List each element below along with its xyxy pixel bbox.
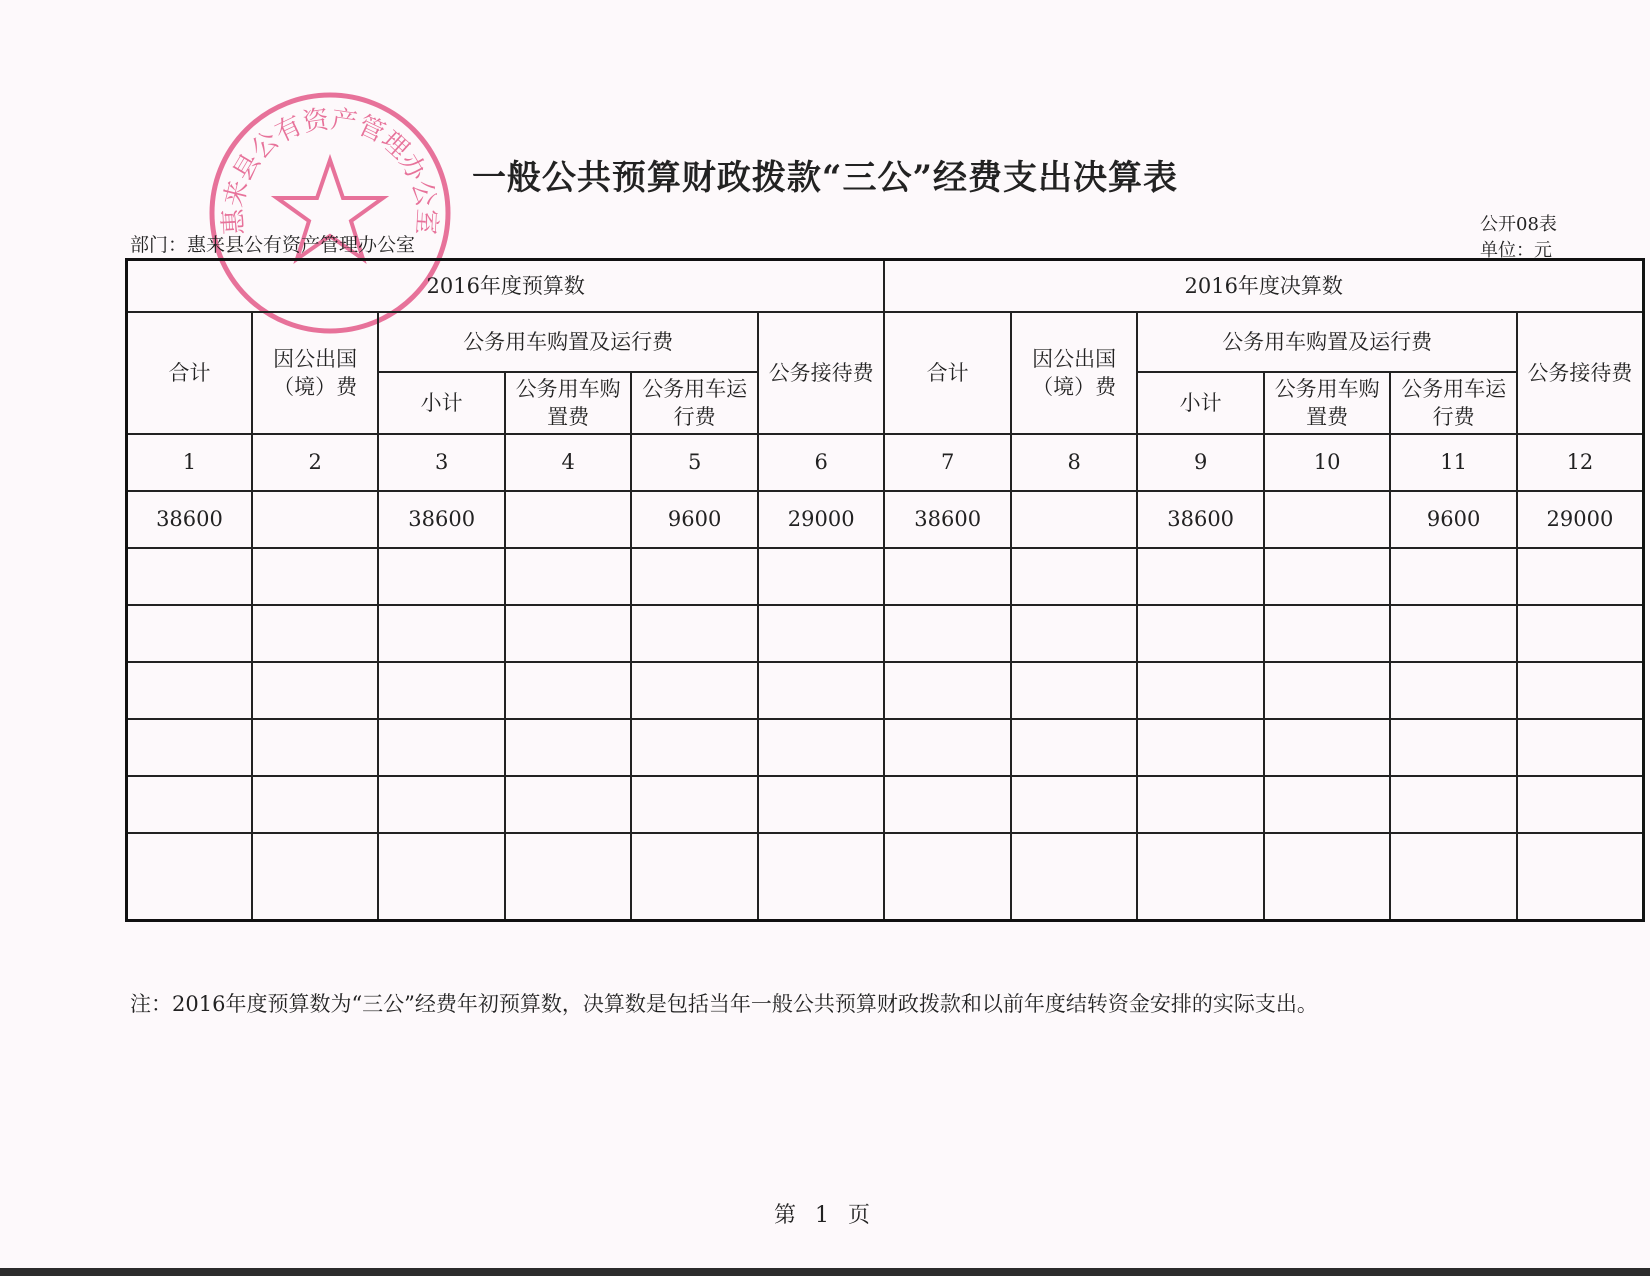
budget-reception-header: 公务接待费 [758,312,885,434]
budget-subtotal-header: 小计 [378,372,504,434]
footnote: 注：2016年度预算数为“三公”经费年初预算数，决算数是包括当年一般公共预算财政拨款和以前年度结转资金安排的实际支出。 [130,992,1318,1016]
table-cell [252,491,378,548]
table-cell: 9600 [631,491,757,548]
table-cell: 38600 [1137,491,1263,548]
actual-travel-header: 因公出国（境）费 [1011,312,1137,434]
svg-text:惠来县公有资产管理办公室: 惠来县公有资产管理办公室 [218,104,442,236]
table-cell [1011,491,1137,548]
table-cell: 38600 [127,491,252,548]
column-number: 8 [1011,434,1137,491]
column-number-row [127,434,1644,491]
table-row [127,491,1644,548]
table-cell: 9600 [1390,491,1516,548]
group-header-row [127,260,1644,312]
form-code: 公开08表 [1480,214,1557,235]
empty-table-row [127,719,1644,776]
form-meta [1480,212,1557,264]
table-cell [1264,491,1390,548]
actual-total-header: 合计 [884,312,1010,434]
actual-group-header: 2016年度决算数 [884,260,1643,312]
column-number: 9 [1137,434,1263,491]
column-number: 5 [631,434,757,491]
column-number: 11 [1390,434,1516,491]
actual-vehicle-operation-header: 公务用车运行费 [1390,372,1516,434]
budget-vehicle-purchase-header: 公务用车购置费 [505,372,631,434]
column-number: 7 [884,434,1010,491]
scan-edge [0,1268,1650,1276]
actual-vehicle-purchase-header: 公务用车购置费 [1264,372,1390,434]
budget-vehicle-group-header: 公务用车购置及运行费 [378,312,757,372]
empty-table-row [127,662,1644,719]
budget-vehicle-operation-header: 公务用车运行费 [631,372,757,434]
unit-label: 单位：元 [1480,240,1552,261]
column-number: 1 [127,434,252,491]
table-cell: 29000 [758,491,885,548]
empty-table-row [127,833,1644,921]
table-cell: 38600 [884,491,1010,548]
empty-table-row [127,605,1644,662]
actual-vehicle-group-header: 公务用车购置及运行费 [1137,312,1516,372]
column-number: 2 [252,434,378,491]
actual-subtotal-header: 小计 [1137,372,1263,434]
empty-table-row [127,776,1644,833]
table-cell [505,491,631,548]
empty-table-row [127,548,1644,605]
document-title: 一般公共预算财政拨款“三公”经费支出决算表 [471,158,1179,198]
department-label: 部门：惠来县公有资产管理办公室 [130,234,416,256]
table-cell: 38600 [378,491,504,548]
budget-total-header: 合计 [127,312,252,434]
budget-travel-header: 因公出国（境）费 [252,312,378,434]
expenditure-table [125,258,1645,922]
column-number: 3 [378,434,504,491]
column-number: 6 [758,434,885,491]
page-number: 第 1 页 [774,1203,876,1228]
actual-reception-header: 公务接待费 [1517,312,1644,434]
column-number: 10 [1264,434,1390,491]
column-number: 4 [505,434,631,491]
table-cell: 29000 [1517,491,1644,548]
column-header-row-1 [127,312,1644,372]
budget-group-header: 2016年度预算数 [127,260,885,312]
column-number: 12 [1517,434,1644,491]
